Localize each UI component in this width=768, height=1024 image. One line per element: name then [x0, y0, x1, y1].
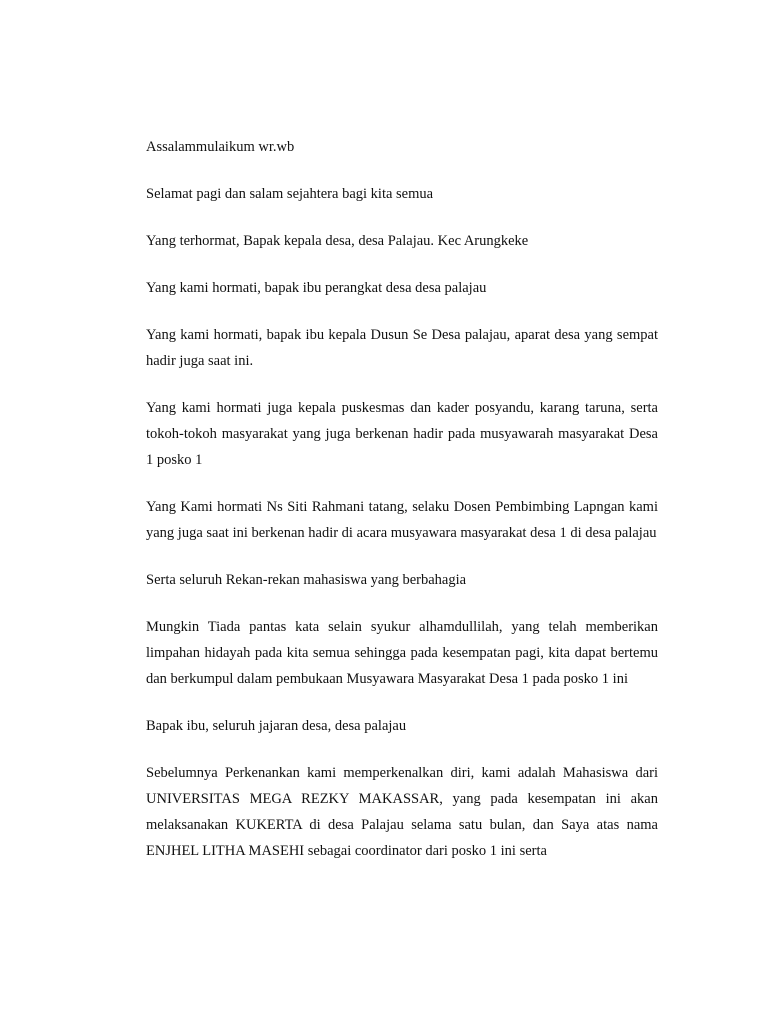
greeting-paragraph: Assalammulaikum wr.wb: [146, 139, 295, 155]
salutation-lecturer: Yang Kami hormati Ns Siti Rahmani tatang, selaku Dosen Pembimbing Lapngan kami yang juga saat ini berkenan hadir di acara musyawara masyarakat desa 1 di desa palajau: [146, 499, 658, 541]
gratitude-paragraph: Mungkin Tiada pantas kata selain syukur alhamdullilah, yang telah memberikan limpahan hidayah pada kita semua sehingga pada kesempatan pagi, kita dapat bertemu dan berkumpul dalam pembukaan Musyawara Masyarakat Desa 1 pada posko 1 ini: [146, 619, 658, 687]
opening-paragraph: Selamat pagi dan salam sejahtera bagi kita semua: [146, 186, 434, 202]
salutation-health-center: Yang kami hormati juga kepala puskesmas dan kader posyandu, karang taruna, serta tokoh-tokoh masyarakat yang juga berkenan hadir pada musyawarah masyarakat Desa 1 posko 1: [146, 400, 658, 468]
salutation-village-staff: Yang kami hormati, bapak ibu perangkat desa desa palajau: [146, 280, 487, 296]
salutation-students: Serta seluruh Rekan-rekan mahasiswa yang berbahagia: [146, 572, 467, 588]
introduction-paragraph: Sebelumnya Perkenankan kami memperkenalkan diri, kami adalah Mahasiswa dari UNIVERSITAS MEGA REZKY MAKASSAR, yang pada kesempatan ini akan melaksanakan KUKERTA di desa Palajau selama satu bulan, dan Saya atas nama ENJHEL LITHA MASEHI sebagai coordinator dari posko 1 ini serta: [146, 765, 658, 859]
salutation-hamlet-heads: Yang kami hormati, bapak ibu kepala Dusun Se Desa palajau, aparat desa yang sempat hadir juga saat ini.: [146, 327, 658, 369]
salutation-village-head: Yang terhormat, Bapak kepala desa, desa Palajau. Kec Arungkeke: [146, 233, 529, 249]
address-paragraph: Bapak ibu, seluruh jajaran desa, desa palajau: [146, 718, 407, 734]
document-body: [146, 134, 658, 885]
